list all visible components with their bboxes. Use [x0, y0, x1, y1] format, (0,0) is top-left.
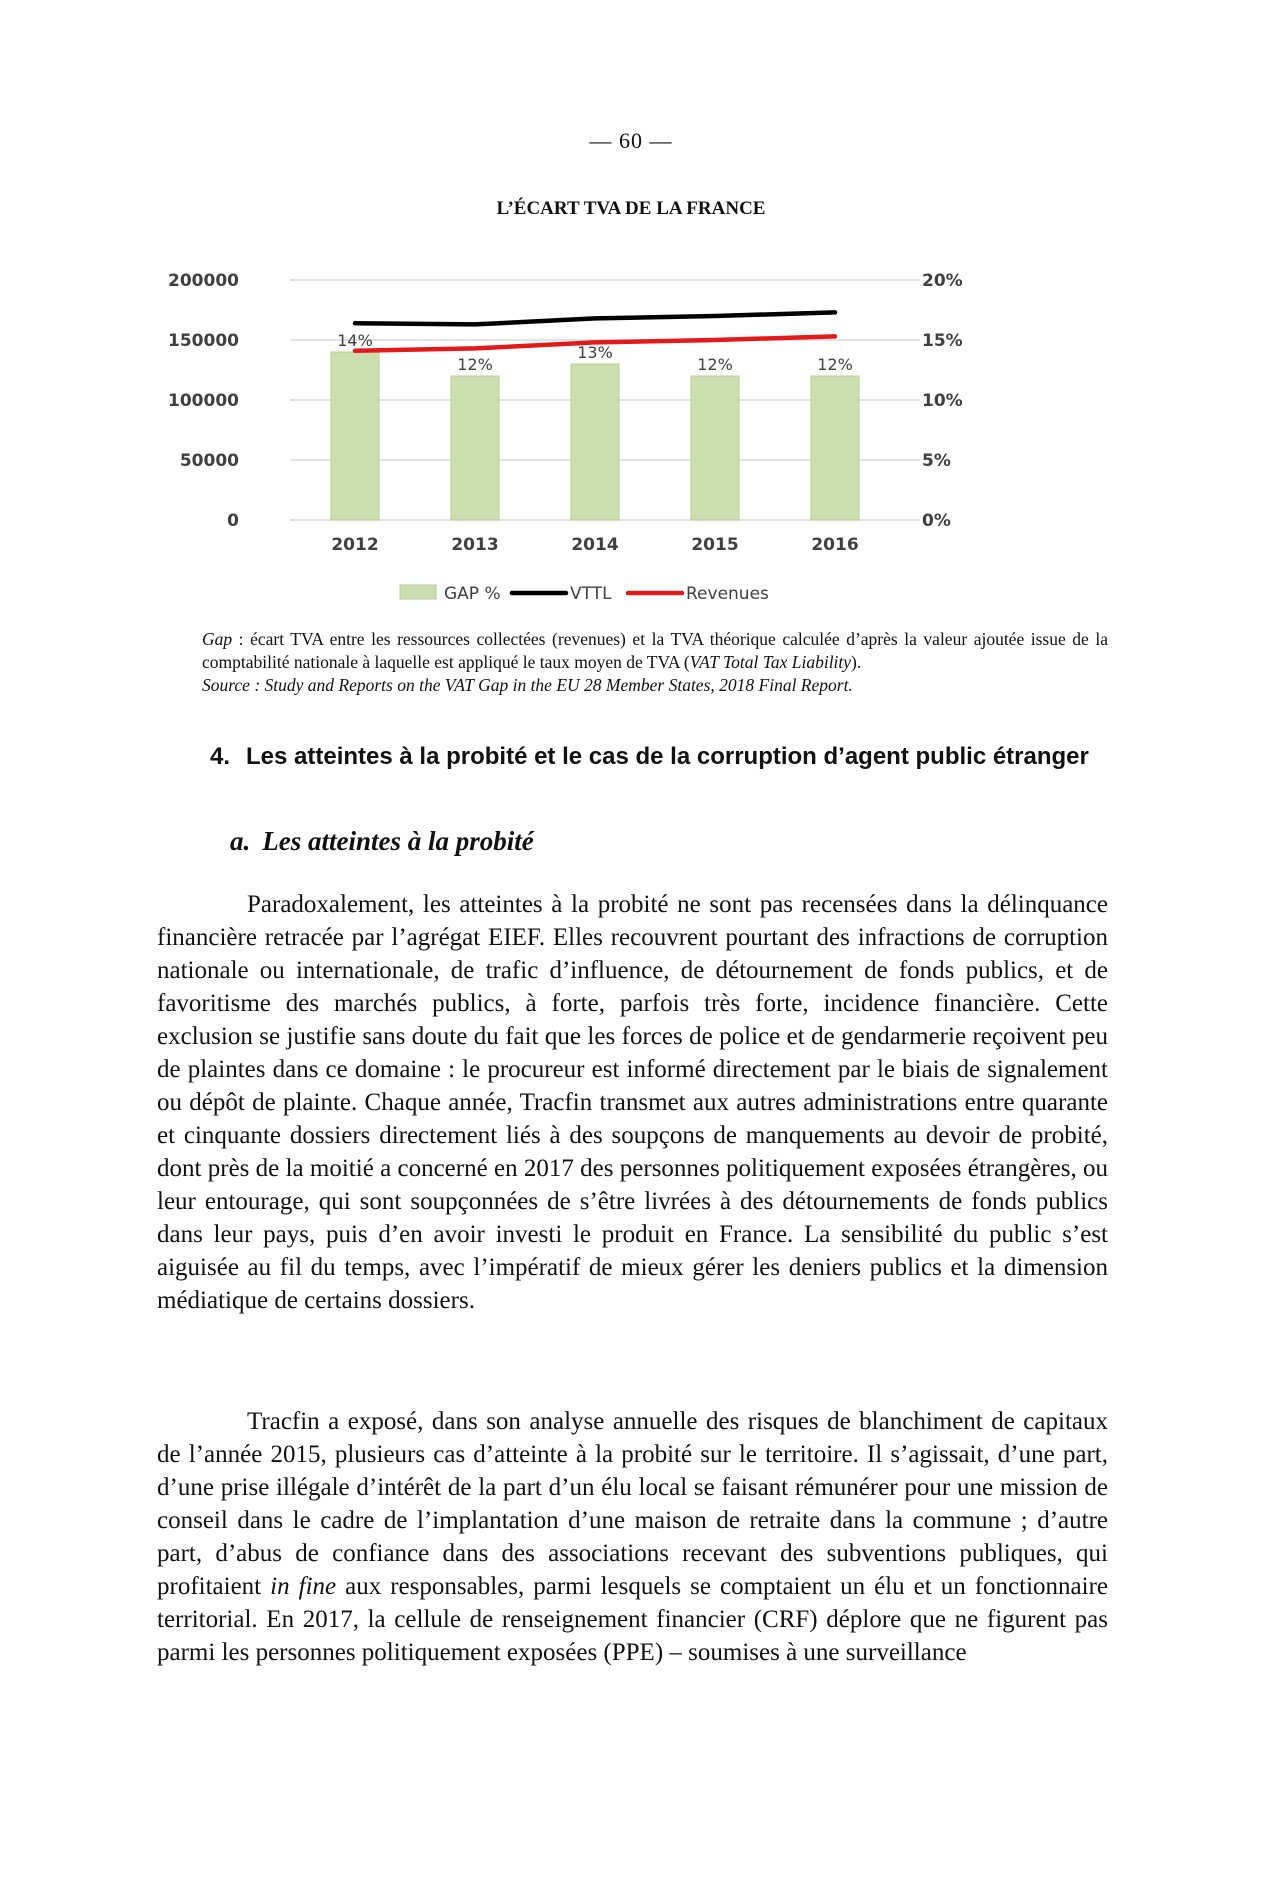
vttl-line: [355, 312, 835, 324]
y-left-tick-label: 100000: [168, 391, 239, 411]
page-number: — 60 —: [589, 128, 673, 153]
gap-data-label: 13%: [577, 343, 613, 362]
chart-notes: [202, 628, 1108, 697]
gap-text-2: ).: [851, 652, 862, 672]
chart-source: Source : Study and Reports on the VAT Gap in the EU 28 Member States, 2018 Final Report.: [202, 675, 853, 695]
y-right-tick-label: 5%: [922, 451, 951, 471]
gap-label: Gap: [202, 629, 233, 649]
gap-data-label: 12%: [457, 355, 493, 374]
paragraph-1-text: Paradoxalement, les atteintes à la probité ne sont pas recensées dans la délinquance financière retracée par l’agrégat EIEF. Elles recouvrent pourtant des infractions de corruption nationale ou internationale, de trafic d’influence, de détournement de fonds publics, et de favoritisme des marchés publics, à forte, parfois très forte, incidence financière. Cette exclusion se justifie sans doute du fait que les forces de police et de gendarmerie reçoivent peu de plaintes dans ce domaine : le procureur est informé directement par le biais de signalement ou dépôt de plainte. Chaque année, Tracfin transmet aux autres administrations entre quarante et cinquante dossiers directement liés à des soupçons de manquements au devoir de probité, dont près de la moitié a concerné en 2017 des personnes politiquement exposées étrangères, ou leur entourage, qui sont soupçonnées de s’être livrées à des détournements de fonds publics dans leur pays, puis d’en avoir investi le produit en France. La sensibilité du public s’est aiguisée au fil du temps, avec l’impératif de mieux gérer les deniers publics et la dimension médiatique de certains dossiers.: [157, 891, 1108, 1314]
chart-svg: [168, 250, 975, 620]
chart-title: L’ÉCART TVA DE LA FRANCE: [496, 198, 766, 219]
paragraph-2-part-a: Tracfin a exposé, dans son analyse annuelle des risques de blanchiment de capitaux de l’année 2015, plusieurs cas d’atteinte à la probité sur le territoire. Il s’agissait, d’une part, d’une prise illégale d’intérêt de la part d’un élu local se faisant rémunérer pour une mission de conseil dans le cadre de l’implantation d’une maison de retraite dans la commune ; d’autre part, d’abus de confiance dans des associations recevant des subventions publiques, qui profitaient: [157, 1408, 1108, 1600]
subsection-title: Les atteintes à la probité: [262, 826, 534, 856]
gap-bar: [691, 376, 739, 520]
subsection-heading: [230, 826, 534, 857]
gap-bar: [451, 376, 499, 520]
paragraph-2-italic: in fine: [270, 1573, 337, 1600]
x-tick-label: 2013: [451, 535, 499, 555]
legend-label: Revenues: [686, 584, 769, 604]
y-right-tick-label: 0%: [922, 511, 951, 531]
paragraph-2-part-b: aux responsables, parmi lesquels se comptaient un élu et un fonctionnaire territorial. En 2017, la cellule de renseignement financier (CRF) déplore que ne figurent pas parmi les personnes politiquement exposées (PPE) – soumises à une surveillance: [157, 1573, 1108, 1666]
paragraph-1: [157, 888, 1108, 1317]
legend-label: GAP %: [444, 584, 501, 604]
y-right-tick-label: 20%: [922, 271, 963, 291]
legend-swatch-gap: [400, 585, 436, 599]
gap-bar: [571, 364, 619, 520]
y-left-tick-label: 150000: [168, 331, 239, 351]
y-left-tick-label: 0: [227, 511, 239, 531]
vat-gap-chart: [168, 250, 975, 620]
gap-text-1: : écart TVA entre les ressources collectées (revenues) et la TVA théorique calculée d’après la valeur ajoutée issue de la comptabilité nationale à laquelle est appliqué le taux moyen de TVA (: [202, 629, 1108, 672]
gap-definition: [202, 628, 1108, 674]
paragraph-2-text: [157, 1405, 1108, 1669]
gap-bar: [811, 376, 859, 520]
x-tick-label: 2014: [571, 535, 619, 555]
x-tick-label: 2015: [691, 535, 739, 555]
x-tick-label: 2012: [331, 535, 379, 555]
section-number: 4.: [210, 743, 231, 770]
gap-data-label: 12%: [817, 355, 853, 374]
legend-label: VTTL: [570, 584, 612, 604]
gap-data-label: 12%: [697, 355, 733, 374]
paragraph-2: [157, 1405, 1108, 1669]
x-tick-label: 2016: [811, 535, 859, 555]
subsection-letter: a.: [230, 826, 251, 856]
section-title: Les atteintes à la probité et le cas de la corruption d’agent public étranger: [246, 743, 1089, 770]
y-left-tick-label: 50000: [179, 451, 239, 471]
y-right-tick-label: 15%: [922, 331, 963, 351]
gap-bar: [331, 352, 379, 520]
y-right-tick-label: 10%: [922, 391, 963, 411]
y-left-tick-label: 200000: [168, 271, 239, 291]
section-heading: [210, 742, 1108, 771]
gap-data-label: 14%: [337, 331, 373, 350]
gap-italic: VAT Total Tax Liability: [689, 652, 852, 672]
